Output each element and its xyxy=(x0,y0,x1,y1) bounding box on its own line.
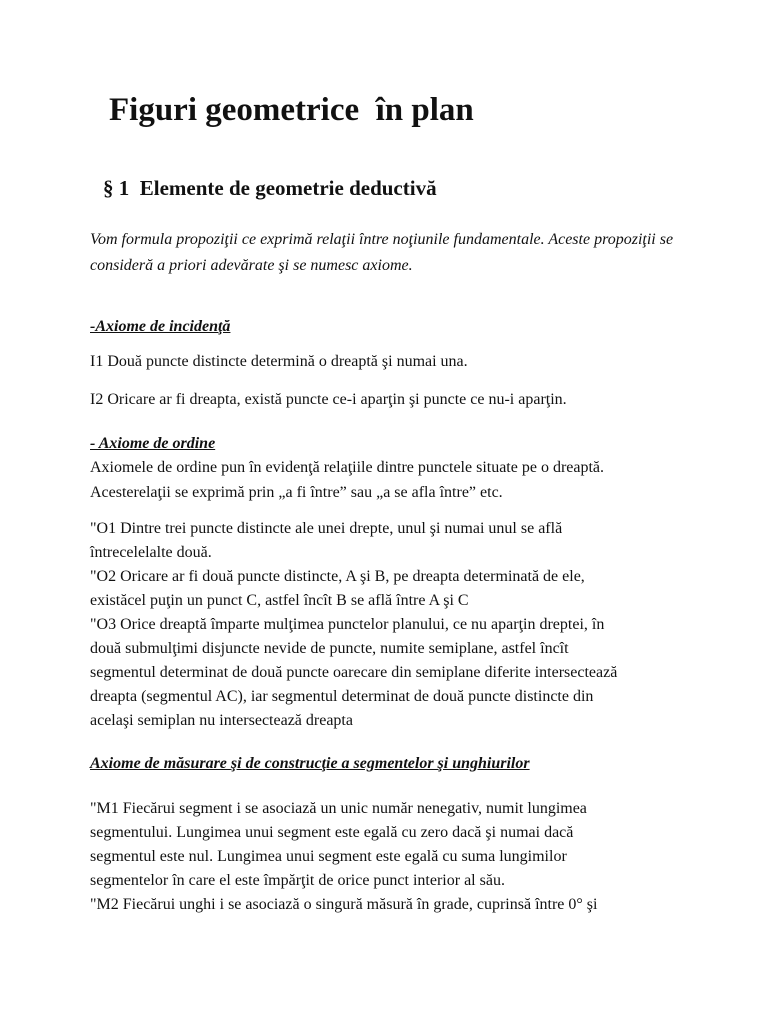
measure-heading: Axiome de măsurare şi de construcţie a segmentelor şi unghiurilor xyxy=(90,755,530,772)
axiom-o3-line-5: acelaşi semiplan nu intersectează dreapta xyxy=(90,712,353,729)
order-intro-line-1: Axiomele de ordine pun în evidenţă relaţiile dintre punctele situate pe o dreaptă. xyxy=(90,459,605,476)
axiom-o3-line-1: "O3 Orice dreaptă împarte mulţimea punctelor planului, ce nu aparţin dreptei, în xyxy=(90,616,605,633)
axiom-o3-line-3: segmentul determinat de două puncte oarecare din semiplane diferite intersectează xyxy=(90,664,618,681)
intro-paragraph: Vom formula propoziţii ce exprimă relaţii între noţiunile fundamentale. Aceste propoziţii se consideră a priori adevărate şi se numesc axiome. xyxy=(90,231,674,274)
axiom-o1-line-2: întrecelelalte două. xyxy=(90,544,212,561)
section-heading: § 1 Elemente de geometrie deductivă xyxy=(103,176,437,200)
axiom-o3-line-2: două submulţimi disjuncte nevide de puncte, numite semiplane, astfel încît xyxy=(90,640,569,657)
order-heading: - Axiome de ordine xyxy=(90,435,216,452)
axiom-o3-line-4: dreapta (segmentul AC), iar segmentul determinat de două puncte distincte din xyxy=(90,688,594,705)
incidence-heading: -Axiome de incidenţă xyxy=(90,318,231,335)
axiom-m1-line-3: segmentul este nul. Lungimea unui segment este egală cu suma lungimilor xyxy=(90,848,567,865)
axiom-i2: I2 Oricare ar fi dreapta, există puncte ce-i aparţin şi puncte ce nu-i aparţin. xyxy=(90,391,567,408)
axiom-o2-line-2: existăcel puţin un punct C, astfel încît B se află între A şi C xyxy=(90,592,469,609)
axiom-m1-line-1: "M1 Fiecărui segment i se asociază un unic număr nenegativ, numit lungimea xyxy=(90,800,587,817)
axiom-i1: I1 Două puncte distincte determină o dreaptă şi numai una. xyxy=(90,353,468,370)
document-title: Figuri geometrice în plan xyxy=(109,92,474,128)
axiom-m1-line-4: segmentelor în care el este împărţit de orice punct interior al său. xyxy=(90,872,505,889)
axiom-o1-line-1: "O1 Dintre trei puncte distincte ale unei drepte, unul şi numai unul se află xyxy=(90,520,563,537)
axiom-o2-line-1: "O2 Oricare ar fi două puncte distincte, A şi B, pe dreapta determinată de ele, xyxy=(90,568,585,585)
axiom-m1-line-2: segmentului. Lungimea unui segment este egală cu zero dacă şi numai dacă xyxy=(90,824,574,841)
order-intro-line-2: Acesterelaţii se exprimă prin „a fi între” sau „a se afla între” etc. xyxy=(90,484,503,501)
axiom-m2-line-1: "M2 Fiecărui unghi i se asociază o singură măsură în grade, cuprinsă între 0° şi xyxy=(90,896,598,913)
